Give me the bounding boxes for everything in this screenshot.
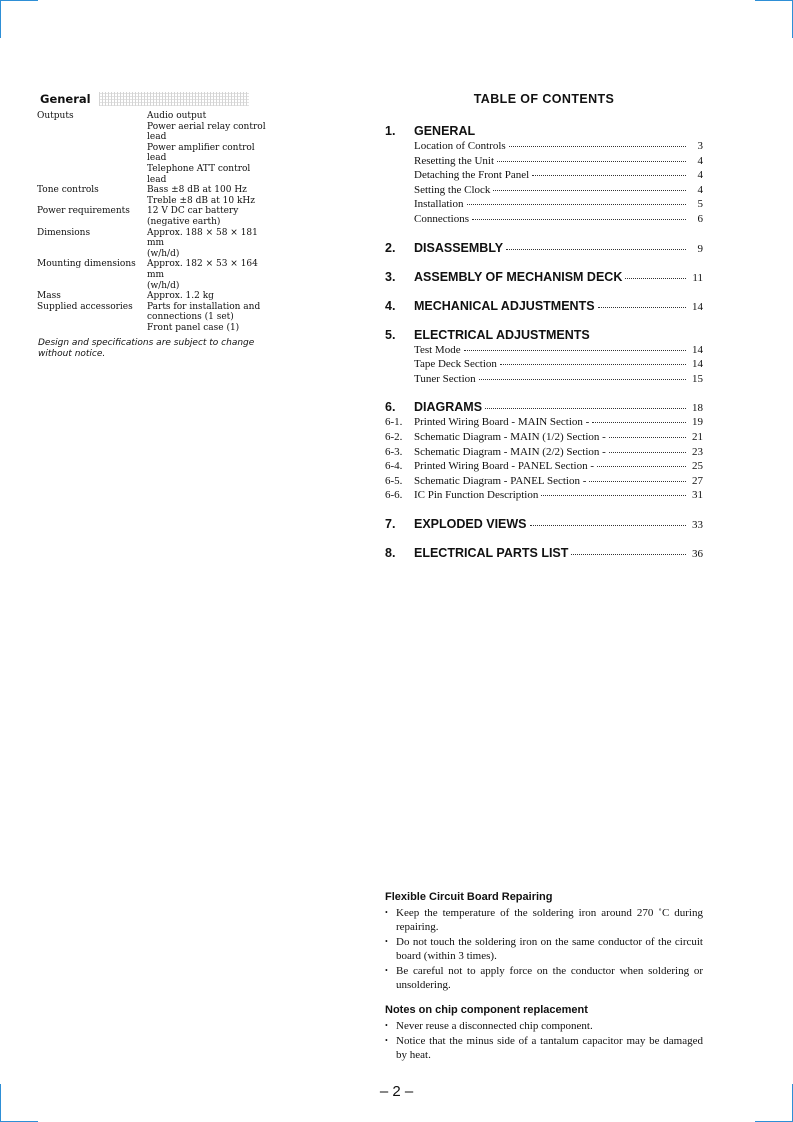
note-heading: Flexible Circuit Board Repairing (385, 891, 553, 903)
toc-page-number: 15 (692, 372, 703, 385)
toc-chapter (385, 400, 703, 504)
spec-value-line: lead (147, 132, 167, 143)
toc-page-number: 23 (692, 445, 703, 458)
toc-page-number: 25 (692, 460, 703, 473)
note-bullet (385, 1034, 703, 1063)
dot-leader (592, 421, 686, 423)
toc-chapter-row (385, 517, 703, 533)
spec-row (37, 259, 277, 291)
spec-value-line: 12 V DC car battery (147, 206, 239, 217)
dot-leader (485, 407, 686, 409)
spec-value-line: connections (1 set) (147, 312, 234, 323)
disclaimer-line: Design and specifications are subject to change (38, 338, 255, 348)
toc-chapter-row (385, 124, 703, 140)
spec-row (37, 228, 277, 260)
toc-entry-number: 6-3. (385, 445, 403, 458)
note-bullet-text: Notice that the minus side of a tantalum capacitor may be damaged by heat. (396, 1034, 703, 1062)
specifications-heading (40, 92, 277, 106)
toc-entry (385, 431, 703, 446)
toc-chapter-title: EXPLODED VIEWS (414, 516, 527, 531)
spec-value-line: Power amplifier control (147, 142, 255, 153)
spec-label: Mass (37, 291, 61, 302)
toc-chapter (385, 546, 703, 562)
spec-value-line: Bass ±8 dB at 100 Hz (147, 185, 247, 196)
notes-spacer (385, 992, 703, 1004)
crop-mark-top-left-v (0, 0, 1, 38)
spec-row (37, 291, 277, 302)
dot-leader (532, 174, 686, 176)
toc-page-number: 4 (697, 183, 703, 196)
spec-values (147, 206, 277, 227)
toc-chapter-number: 3. (385, 269, 396, 284)
spec-value-line: Front panel case (1) (147, 322, 240, 333)
toc-chapter (385, 517, 703, 533)
toc-page-number: 5 (697, 198, 703, 211)
spec-label: Power requirements (37, 206, 130, 217)
toc-entry (385, 358, 703, 373)
specifications-heading-text: General (40, 92, 91, 106)
dot-leader (589, 480, 686, 482)
spec-value-line: (w/h/d) (147, 280, 180, 291)
toc-entry-title: Schematic Diagram - MAIN (1/2) Section - (414, 430, 606, 443)
toc-entry (385, 213, 703, 228)
spec-values (147, 302, 277, 334)
toc-entry-title: Setting the Clock (414, 183, 491, 196)
toc-chapter-title: DIAGRAMS (414, 400, 483, 415)
toc-chapter (385, 299, 703, 315)
spec-values (147, 185, 277, 206)
toc-chapter-title: ELECTRICAL ADJUSTMENTS (414, 327, 590, 342)
toc-entry (385, 475, 703, 490)
toc-chapter (385, 328, 703, 388)
toc-chapter (385, 124, 703, 228)
spec-value-line: (w/h/d) (147, 248, 180, 259)
dot-leader (609, 436, 686, 438)
spec-value-line: Parts for installation and (147, 301, 261, 312)
dot-leader (497, 160, 686, 162)
toc-entry-title: Tape Deck Section (414, 358, 497, 371)
toc-entry (385, 155, 703, 170)
note-bullet (385, 964, 703, 993)
toc-page-number: 21 (692, 430, 703, 443)
toc-page-number: 14 (692, 300, 703, 313)
dot-leader (467, 203, 687, 205)
toc-entry-title: Connections (414, 212, 469, 225)
spec-value-line: Approx. 182 × 53 × 164 mm (147, 259, 258, 280)
toc-entry (385, 344, 703, 359)
toc-chapter-number: 1. (385, 124, 396, 138)
spec-values (147, 291, 277, 302)
bullet-dot-icon: • (385, 1021, 388, 1031)
toc-entry-title: Printed Wiring Board - MAIN Section - (414, 416, 590, 429)
dot-leader (625, 277, 686, 279)
spec-row (37, 302, 277, 334)
spec-value-line: Audio output (147, 111, 207, 121)
toc-page-number: 33 (692, 518, 703, 531)
spec-label: Outputs (37, 111, 74, 121)
spec-value-line: (negative earth) (147, 216, 221, 227)
toc-entry (385, 184, 703, 199)
toc-entry (385, 169, 703, 184)
toc-chapter-number: 2. (385, 240, 396, 255)
dot-leader (506, 248, 686, 250)
service-notes (385, 891, 703, 1063)
toc-page-number: 6 (697, 212, 703, 225)
toc-page-number: 4 (697, 154, 703, 167)
spec-row (37, 206, 277, 227)
toc-title: TABLE OF CONTENTS (473, 92, 615, 106)
spec-values (147, 259, 277, 291)
toc-page-number: 31 (692, 489, 703, 502)
toc-entry (385, 140, 703, 155)
dot-leader (530, 524, 686, 526)
toc-chapter-title: DISASSEMBLY (414, 240, 504, 255)
dot-leader (479, 378, 686, 380)
toc-entry (385, 489, 703, 504)
toc-entry-title: IC Pin Function Description (414, 489, 539, 502)
spec-values (147, 111, 277, 185)
toc-entry-number: 6-1. (385, 416, 403, 429)
spec-row (37, 111, 277, 185)
toc-entry-title: Tuner Section (414, 372, 476, 385)
specifications-section (37, 92, 277, 333)
toc-entry-title: Installation (414, 198, 464, 211)
spec-value-line: Approx. 188 × 58 × 181 mm (147, 227, 258, 249)
toc-entry (385, 198, 703, 213)
toc-entry (385, 446, 703, 461)
dot-leader (609, 451, 686, 453)
toc-page-number: 11 (692, 271, 703, 284)
note-bullet-text: Do not touch the soldering iron on the same conductor of the circuit board (within 3 times). (396, 935, 703, 963)
toc-chapter-title: ELECTRICAL PARTS LIST (414, 545, 569, 560)
dot-leader (509, 145, 686, 147)
note-bullet-text: Be careful not to apply force on the conductor when soldering or unsoldering. (396, 964, 703, 992)
note-heading: Notes on chip component replacement (385, 1004, 588, 1017)
spec-value-line: Treble ±8 dB at 10 kHz (147, 195, 256, 206)
spec-row (37, 185, 277, 206)
spec-value-line: lead (147, 174, 167, 185)
toc-entry (385, 460, 703, 475)
toc-chapter-number: 6. (385, 400, 396, 415)
toc-chapter-number: 4. (385, 298, 396, 313)
toc-page-number: 14 (692, 358, 703, 371)
bullet-dot-icon: • (385, 965, 388, 975)
toc-entry-title: Printed Wiring Board - PANEL Section - (414, 460, 595, 473)
spec-label: Dimensions (37, 227, 91, 238)
table-of-contents (385, 92, 703, 575)
note-bullet (385, 935, 703, 964)
dot-leader (464, 349, 686, 351)
spec-value-line: Telephone ATT control (147, 163, 251, 174)
spec-label: Tone controls (37, 185, 99, 196)
toc-entry-title: Detaching the Front Panel (414, 169, 530, 182)
toc-entry-number: 6-5. (385, 474, 403, 487)
crop-mark-top-right-h (755, 0, 793, 1)
toc-page-number: 27 (692, 474, 703, 487)
dot-leader (541, 494, 686, 496)
disclaimer-line: without notice. (38, 349, 106, 359)
toc-page-number: 19 (692, 416, 703, 429)
toc-entry-title: Test Mode (414, 343, 461, 356)
dot-leader (472, 218, 686, 220)
toc-page-number: 3 (697, 140, 703, 152)
toc-entry-title: Schematic Diagram - MAIN (2/2) Section - (414, 445, 606, 458)
bullet-dot-icon: • (385, 936, 388, 946)
dot-leader (571, 553, 686, 555)
page-number: – 2 – (379, 1083, 414, 1100)
toc-entry-title: Schematic Diagram - PANEL Section - (414, 474, 587, 487)
toc-chapter-number: 8. (385, 545, 396, 560)
toc-chapter-row (385, 328, 703, 344)
spec-label: Mounting dimensions (37, 259, 136, 270)
toc-chapter (385, 270, 703, 286)
toc-entry-title: Resetting the Unit (414, 154, 495, 167)
toc-chapter-number: 5. (385, 327, 396, 342)
toc-page-number: 36 (692, 547, 703, 560)
toc-chapter-row (385, 299, 703, 315)
spec-value-line: Approx. 1.2 kg (147, 291, 214, 302)
toc-page-number: 18 (692, 402, 703, 415)
toc-chapter-row (385, 546, 703, 562)
spec-value-line: lead (147, 153, 167, 164)
bullet-dot-icon: • (385, 1035, 388, 1045)
note-bullet (385, 906, 703, 935)
dot-leader (598, 306, 686, 308)
bullet-dot-icon: • (385, 908, 388, 917)
dot-leader (597, 465, 686, 467)
toc-entry-number: 6-2. (385, 430, 403, 443)
note-bullet-text: Never reuse a disconnected chip component. (396, 1020, 593, 1033)
spec-value-line: Power aerial relay control (147, 121, 266, 132)
toc-chapter-title: MECHANICAL ADJUSTMENTS (414, 298, 595, 313)
toc-page-number: 9 (697, 242, 703, 255)
toc-chapter-number: 7. (385, 516, 396, 531)
note-bullet (385, 1019, 703, 1033)
toc-page-number: 14 (692, 343, 703, 356)
toc-chapter (385, 241, 703, 257)
toc-chapter-row (385, 270, 703, 286)
crop-mark-top-left-h (0, 0, 38, 1)
toc-chapter-row (385, 400, 703, 416)
toc-entry-number: 6-6. (385, 489, 403, 502)
toc-entry (385, 416, 703, 431)
toc-entry (385, 373, 703, 388)
toc-chapter-title: GENERAL (414, 124, 476, 138)
dot-leader (493, 189, 686, 191)
specifications-table (37, 111, 277, 333)
spec-values (147, 228, 277, 260)
toc-entry-number: 6-4. (385, 460, 403, 473)
scan-noise-decoration (99, 92, 249, 106)
toc-entry-title: Location of Controls (414, 140, 506, 152)
toc-chapter-row (385, 241, 703, 257)
toc-chapter-list (385, 124, 703, 562)
specifications-disclaimer (38, 338, 278, 360)
toc-chapter-title: ASSEMBLY OF MECHANISM DECK (414, 269, 623, 284)
note-bullet-text: Keep the temperature of the soldering iron around 270 ˚C during repairing. (396, 907, 703, 934)
dot-leader (500, 363, 686, 365)
spec-label: Supplied accessories (37, 301, 133, 312)
toc-page-number: 4 (697, 169, 703, 182)
